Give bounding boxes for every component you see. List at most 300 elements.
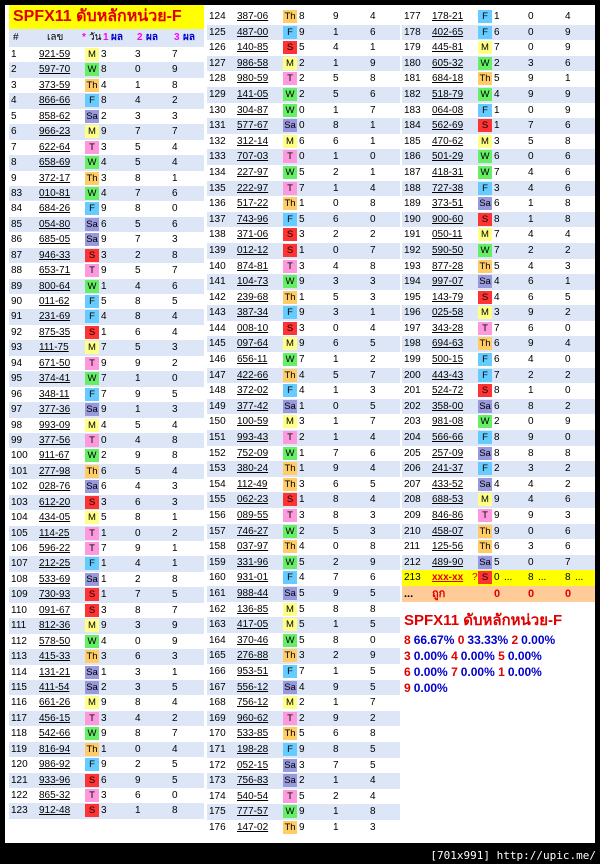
table-row (207, 25, 400, 41)
table-row (402, 259, 595, 275)
row-code: 111-75 (39, 342, 69, 354)
row-code: 562-69 (432, 120, 464, 132)
row-code: 900-60 (432, 213, 464, 225)
table-row (9, 356, 204, 371)
row-value-2: 8 (333, 494, 339, 506)
row-code: 912-48 (39, 805, 71, 817)
row-value-3: 1 (370, 135, 376, 147)
row-value-1: 9 (101, 126, 107, 138)
row-number: 2 (11, 64, 17, 76)
row-number: 3 (11, 79, 17, 91)
stats-line (402, 680, 595, 696)
row-value-1: 7 (299, 665, 305, 677)
row-number: 127 (209, 57, 226, 69)
table-row (207, 617, 400, 633)
table-row (207, 56, 400, 72)
row-value-1: 8 (494, 213, 500, 225)
row-value-3: 3 (370, 385, 376, 397)
row-value-2: 1 (333, 697, 339, 709)
row-value-2: 5 (333, 88, 339, 100)
row-day: F (478, 104, 492, 117)
row-day: M (85, 48, 99, 61)
row-value-3: 6 (565, 166, 571, 178)
row-value-1: 2 (299, 57, 305, 69)
row-day: Th (86, 79, 98, 91)
row-day: S (85, 249, 99, 262)
row-value-1: 7 (494, 322, 500, 334)
table-row (402, 149, 595, 165)
row-number: 170 (209, 728, 226, 740)
row-value-3: 6 (172, 187, 178, 199)
row-value-1: 2 (101, 681, 107, 693)
row-day: F (85, 202, 99, 215)
row-code: 931-01 (237, 572, 269, 584)
row-number: 107 (11, 558, 28, 570)
row-number: 140 (209, 260, 226, 272)
row-code: 091-67 (39, 604, 71, 616)
row-value-2: 4 (528, 260, 534, 272)
row-value-2: 6 (135, 496, 141, 508)
row-value-3: 4 (565, 11, 571, 22)
row-code: 373-59 (39, 79, 71, 91)
row-value-2: 2 (333, 556, 339, 568)
row-value-3: 8 (172, 805, 178, 817)
row-number: 206 (404, 463, 421, 475)
row-value-1: 7 (299, 354, 305, 366)
row-value-2: 0 (333, 322, 339, 334)
row-number: 179 (404, 42, 421, 54)
table-row (9, 263, 204, 278)
row-value-1: 6 (494, 26, 500, 38)
row-value-3: 4 (370, 790, 376, 802)
row-value-3: 5 (370, 759, 376, 771)
row-code: 114-25 (39, 527, 70, 539)
row-code: 104-73 (237, 276, 269, 288)
row-value-2: 4 (528, 494, 534, 506)
table-row (9, 201, 204, 216)
row-value-1: 4 (101, 157, 107, 169)
row-code: 050-11 (432, 229, 463, 241)
row-code: 136-85 (237, 603, 269, 615)
row-value-3: 6 (565, 525, 571, 537)
row-value-1: 9 (101, 203, 107, 215)
row-value-2: 0 (333, 400, 339, 412)
table-row (402, 40, 595, 56)
row-value-2: 8 (333, 603, 339, 615)
row-day: Th (284, 821, 296, 833)
row-code: 865-32 (39, 790, 71, 801)
row-day: F (85, 295, 99, 308)
row-code: 756-83 (237, 775, 269, 787)
row-value-1: 4 (101, 187, 107, 199)
table-row (9, 495, 204, 510)
row-number: 163 (209, 619, 226, 631)
table-row (207, 414, 400, 430)
row-value-3: 8 (565, 213, 571, 225)
table-row (207, 9, 400, 25)
row-number: 89 (11, 280, 23, 292)
row-code: 542-66 (39, 728, 71, 740)
row-value-3: 3 (370, 821, 376, 833)
row-day: T (85, 141, 99, 154)
row-day: F (478, 26, 492, 39)
row-number: 115 (11, 681, 27, 693)
row-code: 658-69 (39, 157, 71, 169)
row-number: 154 (209, 478, 226, 490)
row-day: F (283, 665, 297, 678)
row-code: 746-27 (237, 525, 269, 537)
row-value-3: 2 (565, 400, 571, 412)
row-code: 387-34 (237, 307, 269, 319)
row-code: 377-36 (39, 404, 71, 416)
row-code: 062-23 (237, 494, 269, 506)
row-value-3: 6 (565, 182, 571, 194)
row-number: 91 (11, 311, 23, 323)
row-day: T (85, 789, 99, 802)
row-value-3: 7 (370, 104, 376, 116)
row-value-1: 8 (299, 11, 305, 22)
row-value-2: 3 (135, 110, 141, 122)
row-code: 227-97 (237, 166, 269, 178)
row-day: S (283, 493, 297, 506)
table-row (402, 305, 595, 321)
table-row (9, 47, 204, 62)
row-number: 83 (11, 187, 23, 199)
row-day: W (283, 166, 297, 179)
stat-percent: 0.00% (413, 681, 448, 696)
row-day: Sa (86, 110, 98, 122)
row-value-2: 5 (135, 419, 141, 431)
row-day: Th (479, 338, 491, 350)
row-value-2: 9 (333, 681, 339, 693)
row-number: 88 (11, 265, 23, 277)
row-day: M (478, 493, 492, 506)
row-value-2: 0 (135, 635, 141, 647)
row-day: T (283, 182, 297, 195)
row-value-3: 4 (370, 432, 376, 444)
table-row (9, 803, 204, 818)
row-value-2: 2 (333, 650, 339, 662)
row-value-3: 2 (565, 244, 571, 256)
column-3 (402, 5, 595, 696)
row-number: 118 (11, 728, 27, 740)
row-code: 089-55 (237, 510, 269, 521)
row-value-3: 1 (370, 307, 376, 319)
row-number: 159 (209, 556, 226, 568)
row-value-1: 0 (299, 120, 305, 132)
row-day: T (283, 712, 297, 725)
row-value-1: 6 (494, 198, 500, 210)
row-day: Th (284, 541, 296, 553)
row-number: 158 (209, 541, 226, 553)
row-number: 119 (11, 743, 27, 755)
header-r1: ผล (111, 32, 123, 43)
table-row (402, 414, 595, 430)
row-value-2: 6 (333, 478, 339, 490)
correct-v3: 0 (565, 588, 572, 601)
row-code: 443-43 (432, 369, 464, 381)
row-value-2: 1 (333, 775, 339, 787)
row-code: 212-25 (39, 558, 71, 570)
row-code: 415-33 (39, 651, 71, 663)
row-day: F (478, 353, 492, 366)
table-row (9, 448, 204, 463)
row-value-1: 2 (299, 697, 305, 709)
row-code: 953-51 (237, 665, 269, 677)
summary-v2: 8 (528, 572, 534, 584)
row-code: 489-90 (432, 556, 464, 568)
row-value-3: 8 (565, 447, 571, 459)
table-row (9, 757, 204, 772)
row-day: M (478, 306, 492, 319)
row-code: 524-72 (432, 385, 464, 397)
row-value-2: 2 (528, 369, 534, 381)
row-number: 93 (11, 342, 23, 354)
row-code: 147-02 (237, 821, 269, 833)
table-row (9, 155, 204, 170)
row-code: 846-86 (432, 510, 464, 521)
row-code: 348-11 (39, 388, 70, 400)
row-value-1: 5 (299, 42, 305, 54)
row-value-2: 4 (135, 95, 141, 107)
row-day: S (478, 213, 492, 226)
table-row (207, 290, 400, 306)
row-code: 540-54 (237, 790, 269, 802)
row-value-2: 6 (135, 651, 141, 663)
row-code: 518-79 (432, 88, 464, 100)
row-code: 612-20 (39, 496, 71, 508)
row-value-1: 3 (299, 759, 305, 771)
stat-digit: 9 (404, 681, 411, 696)
row-number: 152 (209, 447, 226, 459)
row-value-1: 6 (101, 218, 107, 230)
row-day: F (283, 213, 297, 226)
table-row (9, 232, 204, 247)
table-row (402, 243, 595, 259)
row-number: 85 (11, 218, 23, 230)
row-number: 145 (209, 338, 226, 350)
row-code: 011-62 (39, 296, 70, 307)
row-value-2: 3 (528, 463, 534, 475)
row-value-3: 7 (370, 697, 376, 709)
row-day: Th (479, 525, 491, 537)
row-value-2: 0 (528, 416, 534, 428)
row-code: 874-81 (237, 260, 269, 272)
row-value-3: 0 (565, 322, 571, 334)
row-value-3: 9 (370, 556, 376, 568)
row-value-1: 4 (101, 79, 107, 91)
stat-percent: 0.00% (507, 649, 542, 664)
row-value-2: 4 (528, 478, 534, 490)
summary-num: 213 (404, 572, 421, 584)
row-value-3: 3 (172, 110, 178, 122)
row-number: 98 (11, 419, 23, 431)
table-row (9, 186, 204, 201)
stats-line (402, 632, 595, 648)
row-value-3: 4 (565, 338, 571, 350)
row-value-3: 2 (565, 478, 571, 490)
row-day: T (478, 509, 492, 522)
row-number: 169 (209, 712, 226, 724)
row-number: 155 (209, 494, 226, 506)
table-row (207, 40, 400, 56)
row-value-2: 4 (135, 558, 141, 570)
row-number: 177 (404, 11, 421, 22)
row-value-3: 7 (370, 416, 376, 428)
table-row (9, 788, 204, 803)
table-row (207, 773, 400, 789)
row-number: 151 (209, 432, 226, 444)
row-code: 487-00 (237, 26, 269, 38)
row-value-2: 3 (333, 276, 339, 288)
summary-v3: 8 (565, 572, 571, 584)
row-value-3: 8 (370, 260, 376, 272)
row-value-1: 9 (101, 697, 107, 709)
row-value-2: 6 (528, 322, 534, 334)
row-value-2: 2 (135, 573, 141, 585)
table-row (402, 9, 595, 25)
row-value-1: 4 (101, 419, 107, 431)
row-value-2: 2 (333, 790, 339, 802)
stat-digit: 1 (498, 665, 505, 680)
row-value-1: 1 (299, 291, 305, 303)
row-value-3: 6 (565, 57, 571, 69)
row-day: W (283, 447, 297, 460)
table-row (9, 309, 204, 324)
table-row (402, 539, 595, 555)
row-number: 162 (209, 603, 226, 615)
table-row (207, 492, 400, 508)
row-value-3: 5 (172, 759, 178, 771)
row-code: 727-38 (432, 182, 464, 194)
row-value-3: 6 (565, 494, 571, 506)
row-value-1: 4 (494, 478, 500, 490)
row-number: 103 (11, 496, 28, 508)
row-value-2: 9 (135, 357, 141, 369)
header-p2: 2 (137, 32, 143, 43)
row-value-2: 3 (135, 49, 141, 60)
row-number: 187 (404, 166, 421, 178)
header-day: วัน (89, 32, 102, 43)
row-code: 010-81 (39, 187, 71, 199)
row-value-1: 9 (299, 26, 305, 38)
row-value-2: 4 (528, 229, 534, 241)
stat-digit: 0 (457, 633, 465, 648)
row-code: 025-58 (432, 307, 464, 319)
row-code: 500-15 (432, 354, 464, 366)
row-value-1: 8 (494, 432, 500, 444)
row-value-3: 9 (172, 64, 178, 76)
stat-digit: 6 (404, 665, 411, 680)
row-value-2: 4 (135, 280, 141, 292)
row-value-1: 9 (299, 806, 305, 818)
row-day: Th (284, 728, 296, 740)
row-number: 92 (11, 326, 23, 338)
row-value-1: 4 (299, 385, 305, 397)
row-value-2: 5 (333, 525, 339, 537)
row-value-1: 9 (101, 620, 107, 632)
row-value-3: 7 (172, 604, 178, 616)
row-value-2: 5 (135, 465, 141, 477)
row-value-1: 7 (101, 373, 107, 385)
row-value-1: 5 (299, 790, 305, 802)
table-row (207, 820, 400, 836)
row-code: 752-09 (237, 447, 269, 459)
row-number: 86 (11, 234, 23, 246)
row-number: 172 (209, 759, 226, 771)
row-value-2: 7 (333, 447, 339, 459)
table-row (207, 259, 400, 275)
row-number: 209 (404, 510, 421, 521)
row-day: Sa (479, 198, 491, 210)
row-day: F (478, 10, 492, 23)
row-value-1: 3 (299, 650, 305, 662)
row-number: 1 (11, 49, 17, 60)
row-value-2: 9 (333, 463, 339, 475)
table-row (207, 103, 400, 119)
row-value-1: 9 (299, 743, 305, 755)
row-number: 108 (11, 573, 28, 585)
row-code: 605-32 (432, 57, 464, 69)
summary-code: xxx-xx (432, 572, 464, 584)
row-value-2: 9 (528, 338, 534, 350)
row-number: 157 (209, 525, 226, 537)
row-value-2: 6 (333, 338, 339, 350)
row-value-1: 7 (101, 543, 107, 554)
row-day: S (85, 604, 99, 617)
row-day: S (85, 804, 99, 817)
header-p3: 3 (174, 32, 180, 43)
row-code: 037-97 (237, 541, 269, 553)
row-value-3: 9 (172, 620, 178, 632)
row-value-3: 0 (172, 790, 178, 801)
row-value-3: 9 (172, 635, 178, 647)
row-number: 114 (11, 666, 27, 678)
table-row (9, 726, 204, 741)
row-value-1: 1 (299, 494, 305, 506)
row-number: 197 (404, 322, 421, 334)
row-number: 137 (209, 213, 226, 225)
row-value-3: 1 (172, 558, 178, 570)
row-day: Th (86, 743, 98, 755)
row-value-1: 1 (101, 527, 107, 539)
row-value-2: 8 (135, 172, 141, 184)
table-row (9, 634, 204, 649)
row-value-2: 8 (135, 728, 141, 740)
table-row (9, 109, 204, 124)
row-value-2: 6 (135, 326, 141, 338)
stat-percent: 0.00% (460, 649, 495, 664)
summary-q: ? (472, 572, 478, 584)
stat-percent: 33.33% (467, 633, 509, 648)
footer-credit: [701x991] http://upic.me/ (430, 849, 596, 862)
row-day: W (478, 244, 492, 257)
row-value-3: 0 (172, 203, 178, 215)
stat-percent: 0.00% (507, 665, 542, 680)
summary-v1b: ... (504, 572, 513, 584)
row-value-1: 2 (299, 432, 305, 444)
row-value-3: 8 (172, 573, 178, 585)
row-value-3: 3 (172, 342, 178, 354)
row-day: S (283, 244, 297, 257)
row-value-1: 3 (299, 229, 305, 241)
row-number: 185 (404, 135, 421, 147)
row-day: Sa (284, 775, 296, 787)
row-value-1: 5 (494, 73, 500, 85)
row-number: 101 (11, 465, 28, 477)
row-value-2: 0 (333, 244, 339, 256)
row-number: 199 (404, 354, 421, 366)
